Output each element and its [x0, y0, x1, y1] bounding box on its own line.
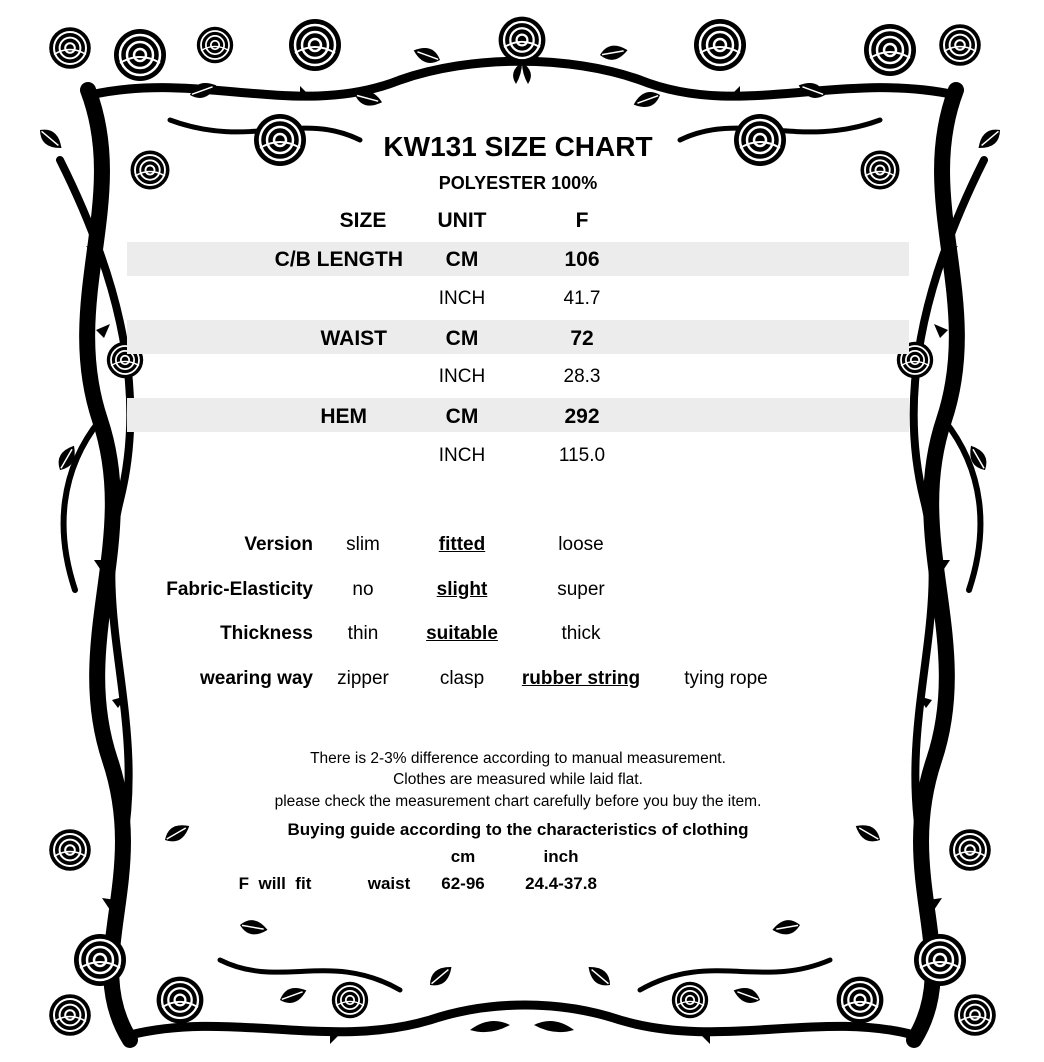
attribute-option: tying rope — [684, 668, 768, 689]
page-title: KW131 SIZE CHART — [383, 131, 653, 162]
attribute-option-selected: fitted — [438, 534, 486, 555]
attribute-option-selected: rubber string — [521, 668, 641, 689]
measurement-name: WAIST — [320, 327, 387, 350]
guide-part: waist — [367, 874, 411, 893]
guide-inch-range: 24.4-37.8 — [525, 874, 597, 893]
guide-cm-range: 62-96 — [441, 874, 485, 893]
unit-inch: INCH — [438, 288, 486, 309]
measurement-name: HEM — [320, 405, 367, 428]
value-inch: 115.0 — [558, 445, 606, 466]
table-row-band — [127, 242, 909, 276]
buying-guide-heading: Buying guide according to the characteristics of clothing — [287, 820, 749, 839]
attribute-option: clasp — [439, 668, 485, 689]
attribute-label-wearing-way: wearing way — [200, 668, 313, 689]
attribute-option-selected: slight — [436, 579, 488, 600]
unit-cm: CM — [445, 405, 479, 428]
material-label: POLYESTER 100% — [438, 173, 598, 193]
note-line: Clothes are measured while laid flat. — [393, 771, 643, 788]
unit-cm: CM — [445, 327, 479, 350]
guide-fit-label: F will fit — [238, 874, 312, 893]
note-line: please check the measurement chart carefully before you buy the item. — [274, 793, 762, 810]
attribute-option: zipper — [337, 668, 389, 689]
attribute-option: thick — [561, 623, 601, 644]
value-cm: 106 — [564, 248, 600, 271]
attribute-label-elasticity: Fabric-Elasticity — [166, 579, 313, 600]
attribute-label-version: Version — [244, 534, 313, 555]
column-header-size: SIZE — [339, 209, 387, 232]
column-header-unit: UNIT — [437, 209, 487, 232]
value-inch: 28.3 — [563, 366, 601, 387]
unit-cm: CM — [445, 248, 479, 271]
unit-inch: INCH — [438, 445, 486, 466]
guide-cm-header: cm — [450, 847, 476, 866]
unit-inch: INCH — [438, 366, 486, 387]
attribute-option-selected: suitable — [426, 623, 498, 644]
attribute-label-thickness: Thickness — [220, 623, 313, 644]
table-row-band — [127, 320, 909, 354]
note-line: There is 2-3% difference according to manual measurement. — [310, 750, 726, 767]
attribute-option: thin — [347, 623, 379, 644]
attribute-option: no — [352, 579, 374, 600]
attribute-option: super — [557, 579, 605, 600]
value-cm: 72 — [570, 327, 594, 350]
guide-inch-header: inch — [543, 847, 579, 866]
value-inch: 41.7 — [563, 288, 601, 309]
attribute-option: slim — [346, 534, 380, 555]
column-header-f: F — [575, 209, 589, 232]
measurement-name: C/B LENGTH — [274, 248, 403, 271]
value-cm: 292 — [564, 405, 600, 428]
table-row-band — [127, 398, 909, 432]
attribute-option: loose — [558, 534, 604, 555]
